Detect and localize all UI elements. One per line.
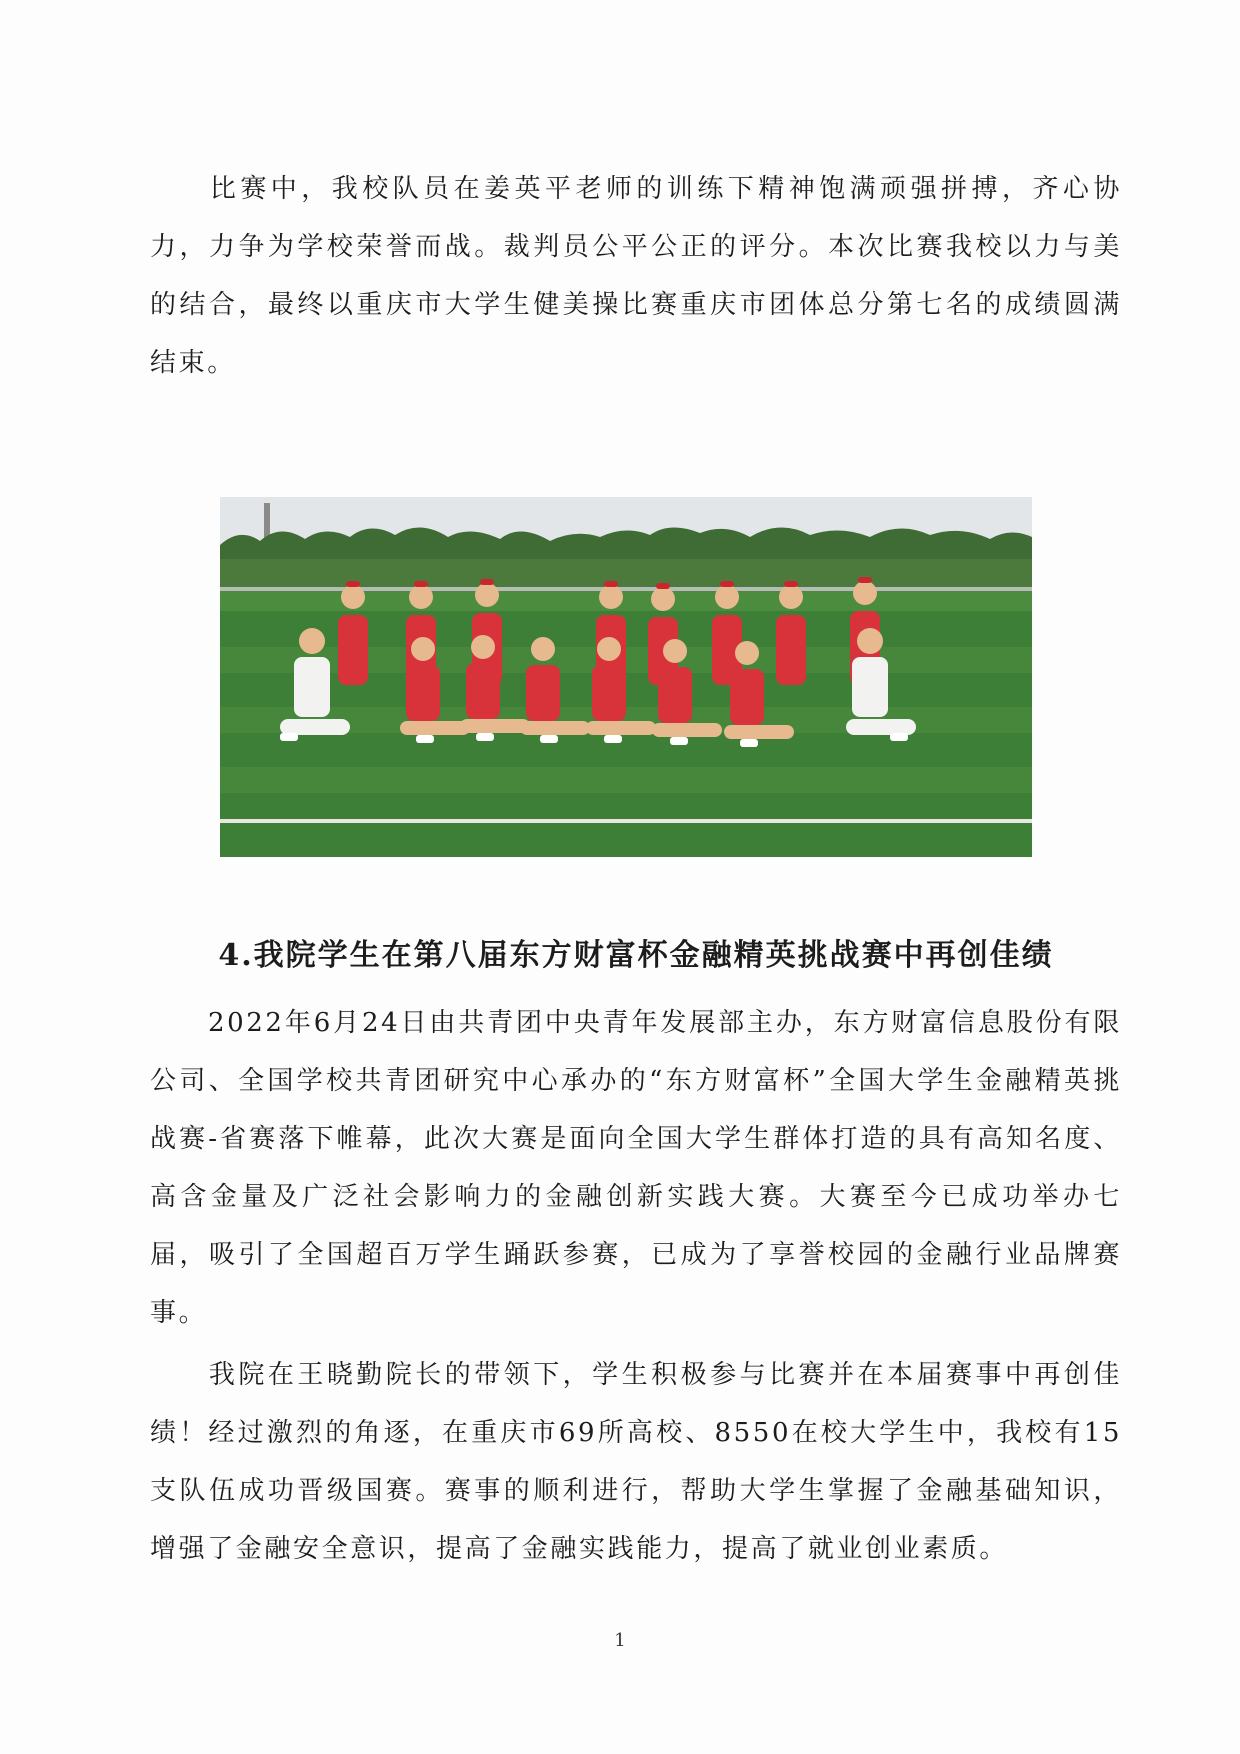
paragraph-text: 比赛中，我校队员在姜英平老师的训练下精神饱满顽强拼搏，齐心协力，力争为学校荣誉而战。裁判员公平公正的评分。本次比赛我校以力与美的结合，最终以重庆市大学生健美操比赛重庆市团体总分第七名的成绩圆满结束。	[150, 174, 1122, 378]
body-paragraph-competition	[150, 994, 1122, 1342]
paragraph-text: 我院在王晓勤院长的带领下，学生积极参与比赛并在本届赛事中再创佳绩！经过激烈的角逐，在重庆市69所高校、8550在校大学生中，我校有15支队伍成功晋级国赛。赛事的顺利进行，帮助大学生掌握了金融基础知识，增强了金融安全意识，提高了金融实践能力，提高了就业创业素质。	[150, 1360, 1122, 1564]
section-heading: 4.我院学生在第八届东方财富杯金融精英挑战赛中再创佳绩	[218, 938, 1054, 973]
photo-illustration	[220, 497, 1032, 857]
body-paragraph-aerobics	[150, 160, 1122, 392]
body-paragraph-results	[150, 1346, 1122, 1578]
page-number: 1	[614, 1630, 626, 1651]
paragraph-text: 2022年6月24日由共青团中央青年发展部主办，东方财富信息股份有限公司、全国学校共青团研究中心承办的“东方财富杯”全国大学生金融精英挑战赛-省赛落下帷幕，此次大赛是面向全国大学生群体打造的具有高知名度、高含金量及广泛社会影响力的金融创新实践大赛。大赛至今已成功举办七届，吸引了全国超百万学生踊跃参赛，已成为了享誉校园的金融行业品牌赛事。	[150, 1008, 1122, 1328]
team-photo	[220, 497, 1032, 857]
